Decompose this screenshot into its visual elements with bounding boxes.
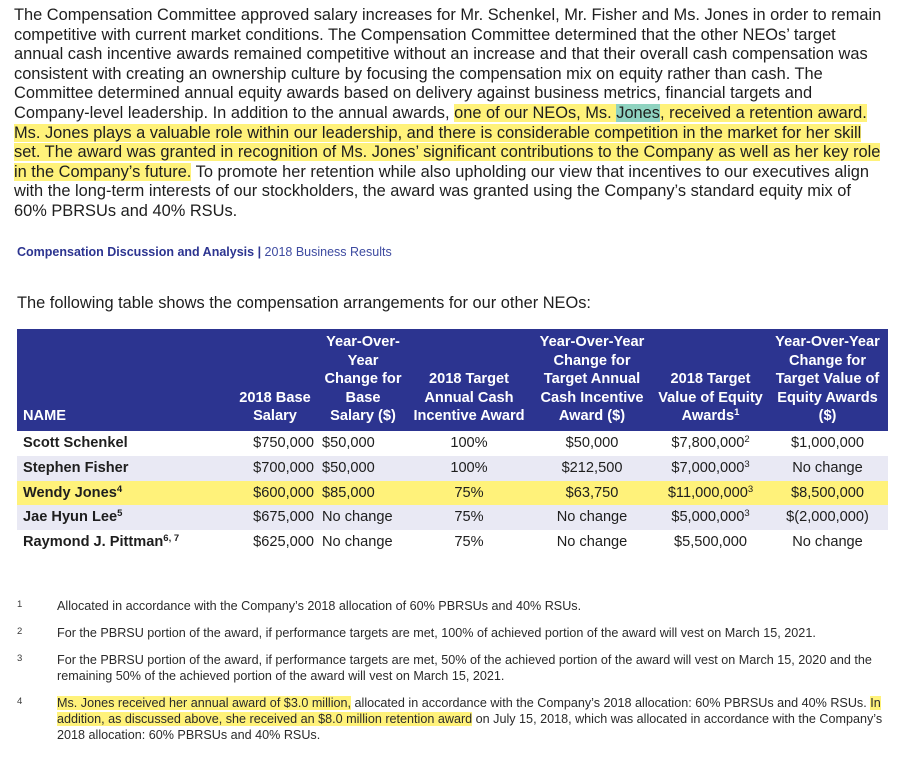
footnote-text-1: allocated in accordance with the Company’s 2018 allocation: 60% PBRSUs and 40% RSUs.: [351, 696, 871, 710]
cell-target-cash: 100%: [408, 456, 530, 481]
cell-base-salary: $625,000: [253, 534, 314, 551]
header-equity-footnote-ref: 1: [734, 407, 740, 419]
cell-yoy-base: No change: [322, 534, 393, 551]
cell-target-cash: 75%: [408, 505, 530, 530]
footnote: [17, 652, 887, 684]
header-target-cash: 2018 Target Annual Cash Incentive Award: [408, 329, 530, 431]
cell-name: [17, 481, 232, 506]
equity-value: $7,800,000: [671, 434, 745, 451]
equity-footnote-ref: 3: [744, 508, 750, 520]
cell-equity: [654, 530, 767, 555]
section-separator: |: [254, 245, 265, 259]
cell-yoy-cash: No change: [530, 505, 654, 530]
section-subtitle: 2018 Business Results: [264, 245, 392, 259]
footnote-number: 1: [17, 599, 23, 610]
cell-equity: [654, 505, 767, 530]
cell-yoy-cash: $50,000: [565, 434, 619, 451]
name-footnote-ref: 5: [117, 508, 123, 520]
footnote-number: 3: [17, 653, 23, 664]
name-footnote-ref: 6, 7: [163, 533, 180, 545]
equity-value: $7,000,000: [671, 459, 745, 476]
cell-name: [17, 431, 232, 456]
highlight-text-b: , received a retention award. Ms. Jones plays a valuable role within our leadership, and there is considerable competition in the market for her skill set. The award was granted in recognition of Ms. Jones’ significant contributions to the Company as well as her key role in the Company’s future.: [14, 103, 881, 181]
row-name: Wendy Jones: [23, 484, 117, 501]
table-row: [17, 530, 888, 555]
equity-value: $5,500,000: [673, 534, 748, 551]
cell-equity: [654, 456, 767, 481]
cell-yoy-equity: $8,500,000: [767, 481, 888, 506]
cell-yoy-cash: $212,500: [530, 456, 654, 481]
header-name: NAME: [17, 329, 232, 431]
table-row: [17, 431, 888, 456]
equity-value: $11,000,000: [667, 484, 748, 501]
table-row: [17, 505, 888, 530]
header-yoy-cash: Year-Over-Year Change for Target Annual Cash Incentive Award ($): [530, 329, 654, 431]
cell-target-cash: 75%: [454, 534, 484, 551]
cell-name: [17, 456, 232, 481]
footnotes: [17, 598, 887, 754]
footnote-number: 2: [17, 626, 23, 637]
header-base-salary: 2018 Base Salary: [232, 329, 318, 431]
footnote-highlight-2: In addition, as discussed above, she received an $8.0 million retention award: [57, 696, 881, 726]
cell-name: [17, 530, 232, 555]
header-equity-target-label: 2018 Target Value of Equity Awards: [658, 371, 763, 425]
cell-yoy-equity: No change: [792, 534, 863, 551]
footnote: [17, 625, 887, 641]
highlight-name: Jones: [616, 103, 660, 122]
cell-yoy-base: No change: [318, 505, 408, 530]
equity-value: $5,000,000: [671, 509, 745, 526]
intro-text-1: The Compensation Committee approved salary increases for Mr. Schenkel, Mr. Fisher and Ms. Jones in order to remain competitive with current market conditions. The Compensation Committee determined that the other NEOs’ target annual cash incentive awards remained competitive without an increase and that their overall cash compensation was consistent with creating an ownership culture by focusing the compensation mix on equity rather than cash. The Committee determined annual equity awards based on delivery against business metrics, financial targets and Company-level leadership. In addition to the annual awards,: [14, 6, 882, 122]
table-header-row: [17, 329, 888, 431]
row-name: Stephen Fisher: [23, 459, 129, 476]
header-yoy-equity: Year-Over-Year Change for Target Value of Equity Awards ($): [767, 329, 888, 431]
cell-base-salary: $600,000: [232, 481, 318, 506]
footnote-text: For the PBRSU portion of the award, if performance targets are met, 50% of the achieved portion of the award will vest on March 15, 2020 and the remaining 50% of the achieved portion of the award will vest on March 15, 2021.: [57, 653, 872, 683]
cell-yoy-cash: $63,750: [530, 481, 654, 506]
row-name: Jae Hyun Lee: [23, 509, 118, 526]
intro-text-2: To promote her retention while also upholding our view that incentives to our executives align with the long-term interests of our stockholders, the award was granted using the Company’s standard equity mix of 60% PBRSUs and 40% RSUs.: [14, 162, 869, 220]
table-row: [17, 456, 888, 481]
footnote-number: 4: [17, 696, 23, 707]
header-yoy-base: Year-Over-Year Change for Base Salary ($): [318, 329, 408, 431]
cell-yoy-base: $85,000: [318, 481, 408, 506]
cell-yoy-equity: $(2,000,000): [767, 505, 888, 530]
section-title: Compensation Discussion and Analysis: [17, 245, 255, 259]
name-footnote-ref: 4: [116, 483, 123, 495]
row-name: Scott Schenkel: [23, 434, 128, 451]
cell-yoy-equity: No change: [767, 456, 888, 481]
cell-yoy-base: $50,000: [318, 456, 408, 481]
footnote: [17, 695, 887, 743]
row-name: Raymond J. Pittman: [23, 534, 164, 551]
cell-yoy-equity: $1,000,000: [790, 434, 865, 451]
section-header: [17, 245, 392, 259]
cell-target-cash: 75%: [408, 481, 530, 506]
header-equity-target: [654, 329, 767, 431]
cell-base-salary: $700,000: [232, 456, 318, 481]
compensation-table: [17, 329, 888, 555]
footnote-text-2: on July 15, 2018, which was allocated in accordance with the Company’s 2018 allocation: 60% PBRSUs and 40% RSUs.: [57, 712, 883, 742]
highlight-text-a: one of our NEOs, Ms.: [454, 103, 617, 122]
cell-yoy-cash: No change: [556, 534, 628, 551]
cell-yoy-base: $50,000: [322, 434, 375, 451]
footnote-text: For the PBRSU portion of the award, if performance targets are met, 100% of achieved portion of the award will vest on March 15, 2021.: [57, 626, 816, 640]
equity-footnote-ref: 3: [744, 458, 750, 470]
intro-paragraph: [14, 6, 884, 222]
cell-target-cash: 100%: [450, 434, 488, 451]
footnote-highlight-1: Ms. Jones received her annual award of $3.0 million,: [57, 696, 352, 710]
footnote: [17, 598, 887, 614]
equity-footnote-ref: 3: [747, 483, 754, 495]
cell-base-salary: $750,000: [253, 434, 314, 451]
cell-base-salary: $675,000: [232, 505, 318, 530]
cell-equity: [654, 481, 767, 506]
cell-equity: [654, 431, 767, 456]
table-intro: The following table shows the compensation arrangements for our other NEOs:: [17, 294, 591, 312]
equity-footnote-ref: 2: [744, 433, 750, 445]
table-row: [17, 481, 888, 506]
cell-name: [17, 505, 232, 530]
footnote-text: Allocated in accordance with the Company’s 2018 allocation of 60% PBRSUs and 40% RSUs.: [57, 599, 582, 613]
